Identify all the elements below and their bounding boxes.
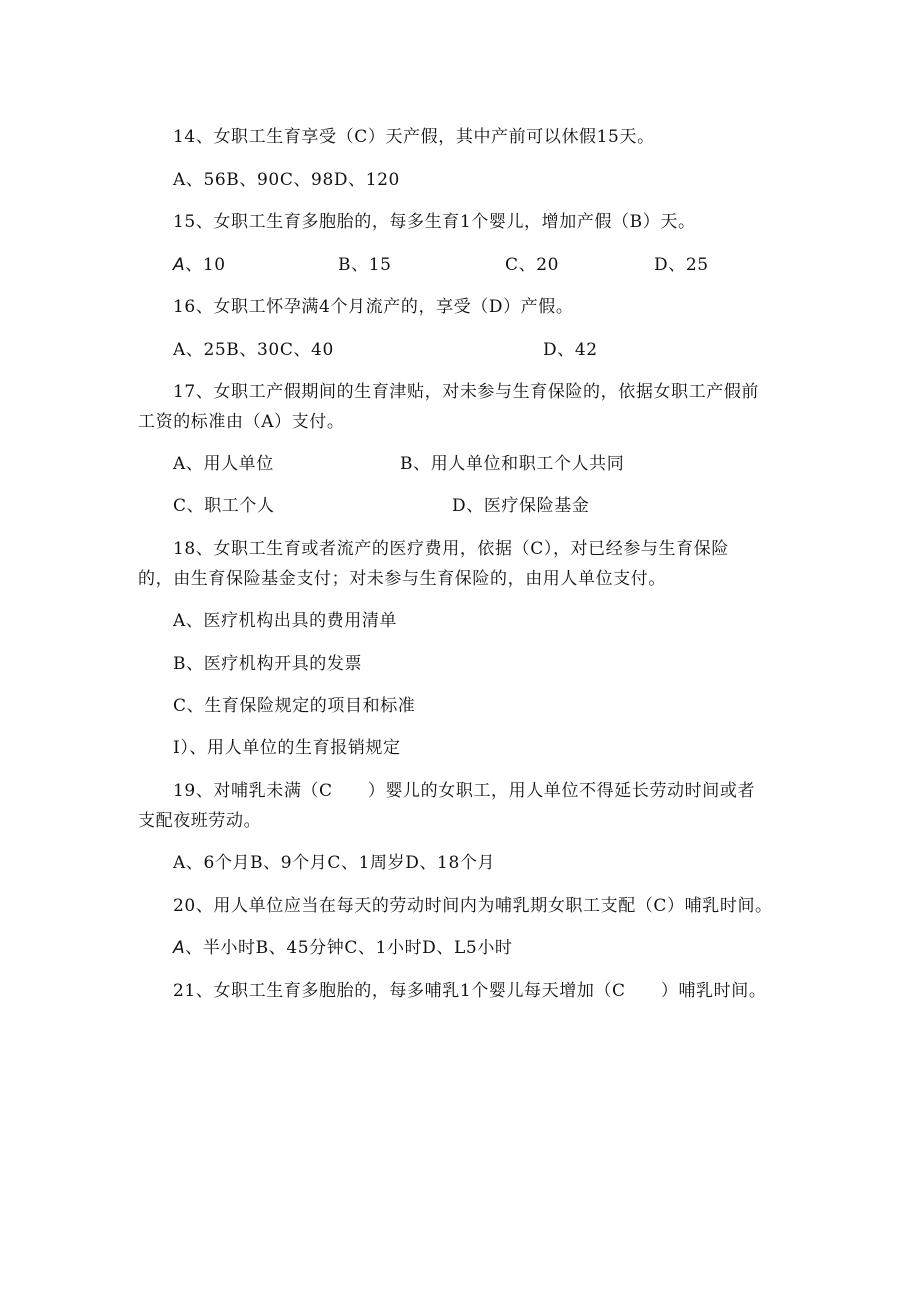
question-17-text-line2: 工资的标准由（A）支付。 bbox=[138, 412, 345, 432]
question-17-option-d: D、医疗保险基金 bbox=[452, 496, 590, 516]
question-14-options: A、56B、90C、98D、120 bbox=[173, 170, 400, 190]
question-18-option-c: C、生育保险规定的项目和标准 bbox=[173, 696, 416, 716]
question-14-text: 14、女职工生育享受（C）天产假，其中产前可以休假15天。 bbox=[173, 127, 655, 147]
question-20-text: 20、用人单位应当在每天的劳动时间内为哺乳期女职工支配（C）哺乳时间。 bbox=[173, 896, 773, 916]
question-18-option-b: B、医疗机构开具的发票 bbox=[173, 654, 363, 674]
question-17-option-b: B、用人单位和职工个人共同 bbox=[400, 454, 625, 474]
question-16-options: A、25B、30C、40 bbox=[173, 340, 334, 360]
options-rest: 、半小时B、45分钟C、1小时D、L5小时 bbox=[185, 938, 513, 958]
question-16-option-d: D、42 bbox=[543, 340, 598, 360]
question-17-option-c: C、职工个人 bbox=[173, 496, 275, 516]
question-20-options bbox=[173, 937, 513, 959]
option-a-value: 、10 bbox=[185, 255, 226, 275]
option-a-letter: A bbox=[173, 938, 186, 958]
question-16-text: 16、女职工怀孕满4个月流产的，享受（D）产假。 bbox=[173, 297, 574, 317]
question-21-text: 21、女职工生育多胞胎的，每多哺乳1个婴儿每天增加（C ）哺乳时间。 bbox=[173, 981, 767, 1001]
question-15-option-a bbox=[173, 254, 226, 276]
question-18-option-a: A、医疗机构出具的费用清单 bbox=[173, 611, 398, 631]
question-17-option-a: A、用人单位 bbox=[173, 454, 274, 474]
question-17-text-line1: 17、女职工产假期间的生育津贴，对未参与生育保险的，依据女职工产假前 bbox=[173, 382, 760, 402]
question-19-options: A、6个月B、9个月C、1周岁D、18个月 bbox=[173, 853, 496, 873]
option-a-letter: A bbox=[173, 255, 186, 275]
question-19-text-line2: 支配夜班劳动。 bbox=[138, 811, 262, 831]
question-15-option-c: C、20 bbox=[505, 255, 560, 275]
question-15-option-b: B、15 bbox=[338, 255, 392, 275]
question-15-option-d: D、25 bbox=[654, 255, 709, 275]
question-15-text: 15、女职工生育多胞胎的，每多生育1个婴儿，增加产假（B）天。 bbox=[173, 212, 696, 232]
question-18-option-d: I）、用人单位的生育报销规定 bbox=[173, 738, 401, 758]
question-18-text-line1: 18、女职工生育或者流产的医疗费用，依据（C），对已经参与生育保险 bbox=[173, 539, 729, 559]
question-18-text-line2: 的，由生育保险基金支付；对未参与生育保险的，由用人单位支付。 bbox=[138, 569, 666, 589]
question-19-text-line1: 19、对哺乳未满（C ）婴儿的女职工，用人单位不得延长劳动时间或者 bbox=[173, 781, 756, 801]
